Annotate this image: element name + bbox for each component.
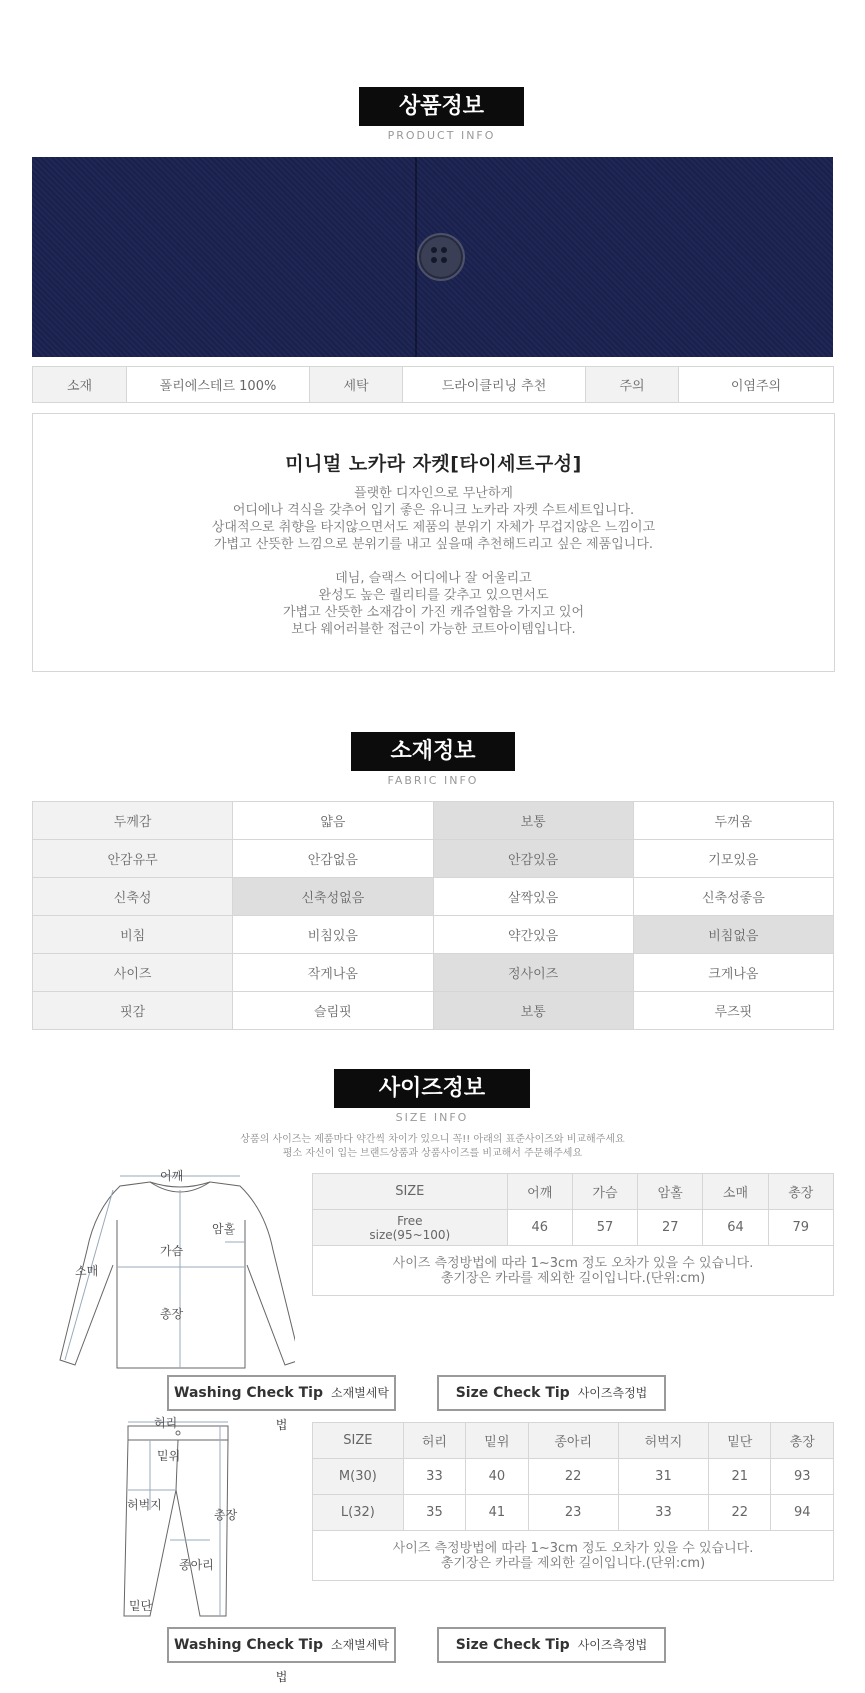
table-cell: 35 <box>403 1495 465 1531</box>
table-cell: 33 <box>403 1459 465 1495</box>
fabric-option: 보통 <box>433 802 633 840</box>
size-info-subtitle: SIZE INFO <box>395 1111 469 1124</box>
fabric-option: 슬림핏 <box>233 992 433 1030</box>
table-cell: 27 <box>638 1210 703 1246</box>
table-header: SIZE <box>313 1423 404 1459</box>
fabric-option: 살짝있음 <box>433 878 633 916</box>
fabric-row <box>33 916 834 954</box>
table-header: 총장 <box>768 1174 833 1210</box>
description-line: 보다 웨어러블한 접근이 가능한 코트아이템입니다. <box>291 622 576 637</box>
diagram-thigh-label: 허벅지 <box>127 1498 162 1512</box>
table-cell: 40 <box>466 1459 528 1495</box>
fabric-option: 루즈핏 <box>633 992 833 1030</box>
table-header: 암홀 <box>638 1174 703 1210</box>
fabric-info-title: 소재정보 <box>351 732 515 771</box>
material-label: 소재 <box>33 367 127 403</box>
description-line: 상대적으로 취향을 타지않으면서도 제품의 분위기 자체가 무겁지않은 느낌이고 <box>211 520 656 535</box>
fabric-row <box>33 840 834 878</box>
fabric-option: 정사이즈 <box>433 954 633 992</box>
table-cell: 57 <box>572 1210 637 1246</box>
description-box <box>32 413 835 672</box>
table-note: 사이즈 측정방법에 따라 1~3cm 정도 오차가 있을 수 있습니다. 총기장은 카라를 제외한 길이입니다.(단위:cm) <box>313 1246 834 1296</box>
diagram-pants-length-label: 총장 <box>214 1508 238 1522</box>
table-header: SIZE <box>313 1174 508 1210</box>
product-info-title: 상품정보 <box>359 87 524 126</box>
product-info-subtitle: PRODUCT INFO <box>387 129 496 142</box>
table-header: 어깨 <box>507 1174 572 1210</box>
description-line: 플랫한 디자인으로 무난하게 <box>354 486 513 501</box>
fabric-row <box>33 992 834 1030</box>
pants-size-table <box>312 1422 834 1581</box>
description-para-1 <box>33 485 834 553</box>
fabric-option: 얇음 <box>233 802 433 840</box>
table-header: 허벅지 <box>618 1423 708 1459</box>
fabric-option: 두꺼움 <box>633 802 833 840</box>
size-note-1: 상품의 사이즈는 제품마다 약간씩 차이가 있으니 꼭!! 아래의 표준사이즈와 비교해주세요 <box>240 1134 625 1145</box>
description-para-2 <box>33 570 834 638</box>
table-cell: 22 <box>528 1459 618 1495</box>
table-cell: 41 <box>466 1495 528 1531</box>
fabric-option: 신축성없음 <box>233 878 433 916</box>
diagram-rise-label: 밑위 <box>157 1449 181 1463</box>
diagram-sleeve-label: 소매 <box>75 1264 99 1278</box>
size-note-2: 평소 자신이 입는 브랜드상품과 상품사이즈를 비교해서 주문해주세요 <box>282 1148 583 1159</box>
fabric-row <box>33 878 834 916</box>
table-header: 허리 <box>403 1423 465 1459</box>
fabric-option: 작게나옴 <box>233 954 433 992</box>
table-header: 가슴 <box>572 1174 637 1210</box>
table-cell: 93 <box>771 1459 834 1495</box>
wash-value: 드라이클리닝 추천 <box>403 367 586 403</box>
fabric-info-subtitle: FABRIC INFO <box>387 774 479 787</box>
table-cell: 94 <box>771 1495 834 1531</box>
size-check-tip-button[interactable]: Size Check Tip 사이즈측정법 <box>437 1375 666 1411</box>
fabric-option: 비침없음 <box>633 916 833 954</box>
fabric-row-label: 안감유무 <box>33 840 233 878</box>
table-header: 총장 <box>771 1423 834 1459</box>
fabric-row-label: 신축성 <box>33 878 233 916</box>
table-cell: 31 <box>618 1459 708 1495</box>
fabric-row-label: 비침 <box>33 916 233 954</box>
fabric-row-label: 사이즈 <box>33 954 233 992</box>
fabric-row-label: 핏감 <box>33 992 233 1030</box>
description-line: 어디에나 격식을 갖추어 입기 좋은 유니크 노카라 자켓 수트세트입니다. <box>232 503 635 518</box>
fabric-option: 크게나옴 <box>633 954 833 992</box>
fabric-option: 안감있음 <box>433 840 633 878</box>
description-line: 데님, 슬랙스 어디에나 잘 어울리고 <box>335 571 532 586</box>
wash-label: 세탁 <box>310 367 403 403</box>
table-cell: 21 <box>709 1459 771 1495</box>
fabric-option: 신축성좋음 <box>633 878 833 916</box>
table-cell: 46 <box>507 1210 572 1246</box>
table-row-size: M(30) <box>313 1459 404 1495</box>
fabric-option: 안감없음 <box>233 840 433 878</box>
fabric-row-label: 두께감 <box>33 802 233 840</box>
table-cell: 79 <box>768 1210 833 1246</box>
description-title: 미니멀 노카라 자켓[타이세트구성] <box>285 453 582 475</box>
fabric-option: 비침있음 <box>233 916 433 954</box>
table-cell: 22 <box>709 1495 771 1531</box>
table-header: 소매 <box>703 1174 768 1210</box>
table-row-size: Free size(95~100) <box>313 1210 508 1246</box>
size-info-title: 사이즈정보 <box>334 1069 530 1108</box>
size-check-tip-button[interactable]: Size Check Tip 사이즈측정법 <box>437 1627 666 1663</box>
table-header: 종아리 <box>528 1423 618 1459</box>
table-cell: 33 <box>618 1495 708 1531</box>
fabric-row <box>33 802 834 840</box>
caution-label: 주의 <box>586 367 679 403</box>
washing-check-tip-button[interactable]: Washing Check Tip 소재별세탁법 <box>167 1627 396 1663</box>
material-value: 폴리에스테르 100% <box>127 367 310 403</box>
fabric-table <box>32 801 834 1030</box>
diagram-hem-label: 밑단 <box>129 1599 153 1613</box>
description-line: 가볍고 산뜻한 느낌으로 분위기를 내고 싶을때 추천해드리고 싶은 제품입니다. <box>213 537 654 552</box>
fabric-option: 약간있음 <box>433 916 633 954</box>
table-header: 밑단 <box>709 1423 771 1459</box>
table-row-size: L(32) <box>313 1495 404 1531</box>
table-cell: 23 <box>528 1495 618 1531</box>
jacket-button <box>417 233 465 281</box>
diagram-knee-label: 종아리 <box>179 1558 214 1572</box>
table-cell: 64 <box>703 1210 768 1246</box>
fabric-option: 기모있음 <box>633 840 833 878</box>
description-line: 완성도 높은 퀄리티를 갖추고 있으면서도 <box>318 588 549 603</box>
fabric-option: 보통 <box>433 992 633 1030</box>
diagram-waist-label: 허리 <box>154 1416 178 1430</box>
table-note: 사이즈 측정방법에 따라 1~3cm 정도 오차가 있을 수 있습니다. 총기장은 카라를 제외한 길이입니다.(단위:cm) <box>313 1531 834 1581</box>
diagram-length-label: 총장 <box>160 1307 184 1321</box>
description-line: 가볍고 산뜻한 소재감이 가진 캐쥬얼함을 가지고 있어 <box>282 605 585 620</box>
table-header: 밑위 <box>466 1423 528 1459</box>
diagram-shoulder-label: 어깨 <box>160 1169 184 1183</box>
jacket-size-table <box>312 1173 834 1296</box>
diagram-armhole-label: 암홀 <box>212 1222 236 1236</box>
diagram-chest-label: 가슴 <box>160 1244 184 1258</box>
fabric-row <box>33 954 834 992</box>
care-info-table <box>32 366 834 403</box>
caution-value: 이염주의 <box>679 367 834 403</box>
washing-check-tip-button[interactable]: Washing Check Tip 소재별세탁법 <box>167 1375 396 1411</box>
